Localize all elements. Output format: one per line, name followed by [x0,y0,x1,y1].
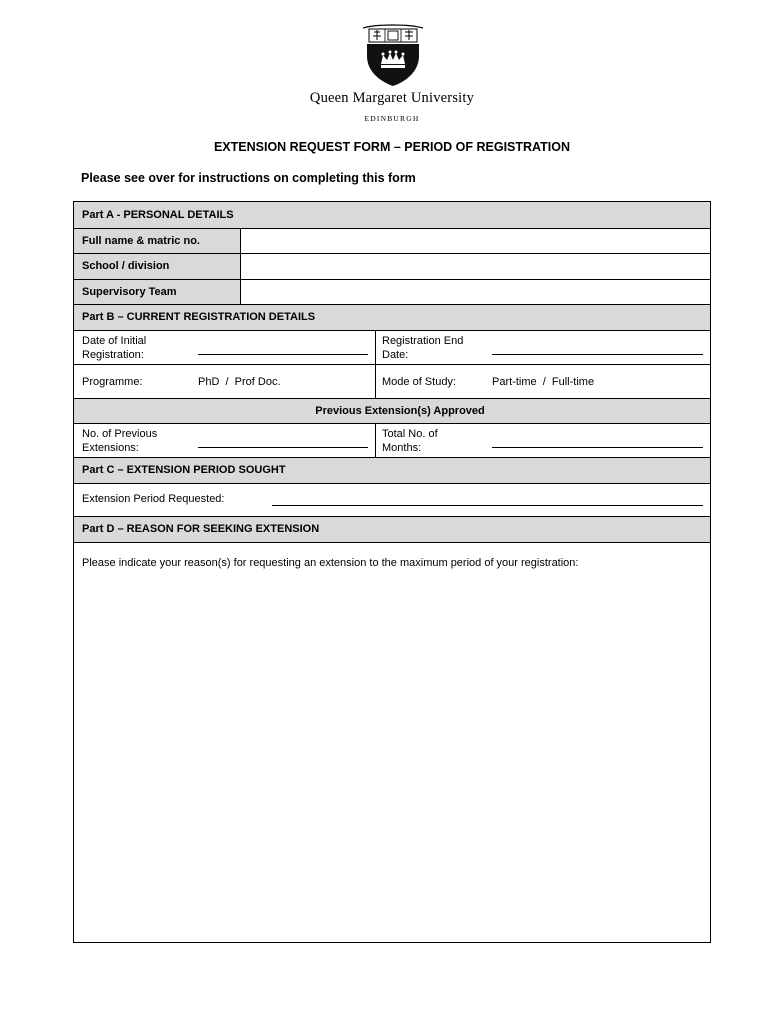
part-d-header [74,516,710,542]
previous-extensions-label-line2: Extensions: [82,442,139,454]
part-c-row-period [74,483,710,516]
total-months-label-line2: Months: [382,442,422,454]
registration-end-label [382,334,463,362]
previous-extensions-input-line[interactable] [198,447,368,448]
part-c-heading: Part C – EXTENSION PERIOD SOUGHT [82,464,286,476]
form-title: EXTENSION REQUEST FORM – PERIOD OF REGISTRATION [213,140,571,154]
part-a-row-full-name [74,228,710,253]
mode-of-study-options[interactable]: Part-time / Full-time [492,376,595,388]
previous-extensions-label [82,427,157,455]
previous-extensions-label-line1: No. of Previous [82,428,158,440]
part-b-row-dates [74,330,710,364]
part-a-heading: Part A - PERSONAL DETAILS [82,209,234,221]
date-initial-input-line[interactable] [198,354,368,355]
total-months-input-line[interactable] [492,447,703,448]
previous-extensions-heading: Previous Extension(s) Approved [315,405,485,417]
part-c-header [74,457,710,483]
university-name: Queen Margaret University [309,90,475,106]
part-b-row-previous [74,423,710,457]
part-a-header [74,202,710,228]
instructions-text: Please see over for instructions on completing this form [81,171,416,185]
extension-period-label: Extension Period Requested: [82,493,225,505]
part-d-heading: Part D – REASON FOR SEEKING EXTENSION [82,523,320,535]
reason-prompt: Please indicate your reason(s) for requesting an extension to the maximum period of your registration: [82,557,579,569]
university-city: EDINBURGH [364,114,420,123]
registration-end-label-line2: Date: [382,349,409,361]
total-months-label-line1: Total No. of [382,428,438,440]
cell-divider [240,229,241,253]
university-crest-logo [357,22,429,88]
extension-request-form [73,201,711,943]
total-months-label [382,427,438,455]
part-b-row-programme [74,364,710,398]
date-initial-label [82,334,146,362]
part-a-row-school [74,253,710,279]
cell-divider [240,280,241,304]
cell-divider [375,365,376,398]
cell-divider [240,254,241,279]
previous-extensions-header [74,398,710,423]
cell-divider [375,331,376,364]
full-name-label: Full name & matric no. [82,235,200,247]
part-a-row-supervisory [74,279,710,304]
date-initial-label-line1: Date of Initial [82,335,147,347]
school-division-label: School / division [82,260,170,272]
registration-end-input-line[interactable] [492,354,703,355]
programme-label: Programme: [82,376,143,388]
programme-options[interactable]: PhD / Prof Doc. [198,376,281,388]
supervisory-team-label: Supervisory Team [82,286,177,298]
extension-period-input-line[interactable] [272,505,703,506]
part-d-reason-area[interactable] [74,542,710,942]
cell-divider [375,424,376,457]
date-initial-label-line2: Registration: [82,349,144,361]
mode-of-study-label: Mode of Study: [382,376,456,388]
part-b-header [74,304,710,330]
registration-end-label-line1: Registration End [382,335,464,347]
part-b-heading: Part B – CURRENT REGISTRATION DETAILS [82,311,316,323]
